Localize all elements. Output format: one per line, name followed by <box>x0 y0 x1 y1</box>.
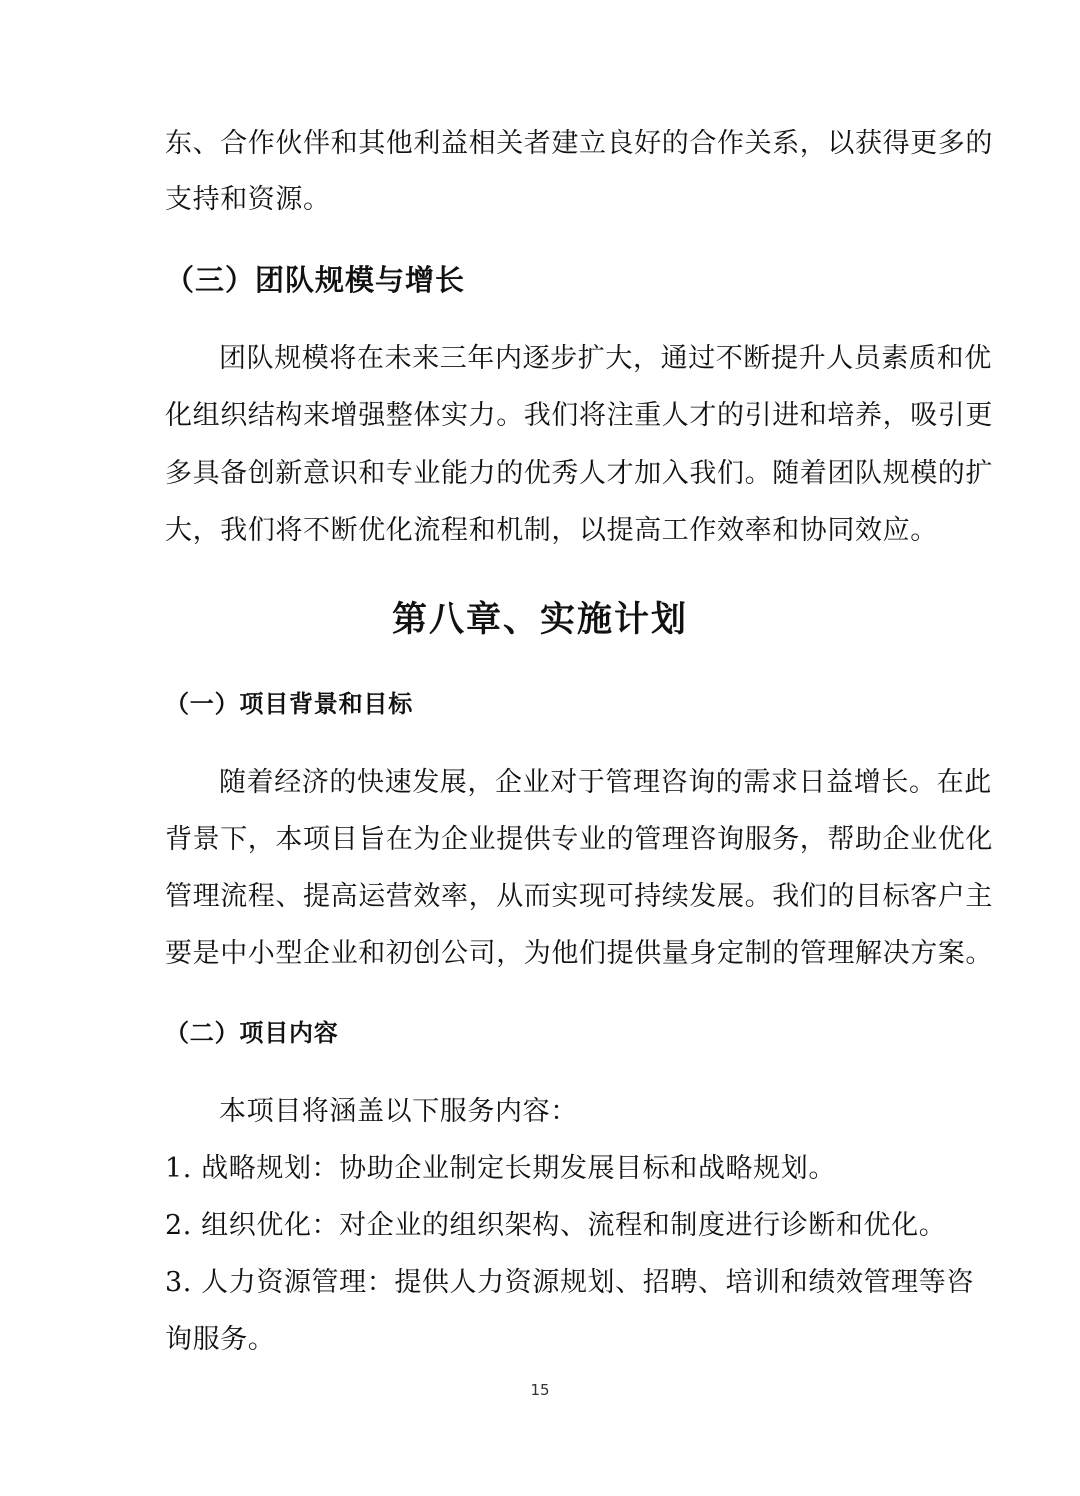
paragraph-line: 大，我们将不断优化流程和机制，以提高工作效率和协同效应。 <box>165 515 938 546</box>
paragraph-line: 要是中小型企业和初创公司，为他们提供量身定制的管理解决方案。 <box>165 938 993 969</box>
chapter-title: 第八章、实施计划 <box>391 600 688 640</box>
paragraph-line: 东、合作伙伴和其他利益相关者建立良好的合作关系，以获得更多的 <box>165 128 993 159</box>
paragraph-line: 随着经济的快速发展，企业对于管理咨询的需求日益增长。在此 <box>219 767 992 798</box>
paragraph-line: 本项目将涵盖以下服务内容： <box>219 1096 578 1127</box>
paragraph-line: 团队规模将在未来三年内逐步扩大，通过不断提升人员素质和优 <box>219 343 992 374</box>
subsection-heading: （一）项目背景和目标 <box>165 690 413 718</box>
list-item: 3. 人力资源管理：提供人力资源规划、招聘、培训和绩效管理等咨 <box>165 1267 974 1298</box>
paragraph-line: 化组织结构来增强整体实力。我们将注重人才的引进和培养，吸引更 <box>165 400 993 431</box>
page-number: 15 <box>530 1381 550 1399</box>
paragraph-line: 多具备创新意识和专业能力的优秀人才加入我们。随着团队规模的扩 <box>165 458 993 489</box>
section-heading: （三）团队规模与增长 <box>165 263 466 297</box>
paragraph-line: 背景下，本项目旨在为企业提供专业的管理咨询服务，帮助企业优化 <box>165 824 993 855</box>
paragraph-line: 管理流程、提高运营效率，从而实现可持续发展。我们的目标客户主 <box>165 881 993 912</box>
subsection-heading: （二）项目内容 <box>165 1019 339 1047</box>
list-item: 1. 战略规划：协助企业制定长期发展目标和战略规划。 <box>165 1153 836 1184</box>
paragraph-line: 支持和资源。 <box>165 184 331 215</box>
list-item: 2. 组织优化：对企业的组织架构、流程和制度进行诊断和优化。 <box>165 1210 947 1241</box>
list-item: 询服务。 <box>165 1324 276 1355</box>
